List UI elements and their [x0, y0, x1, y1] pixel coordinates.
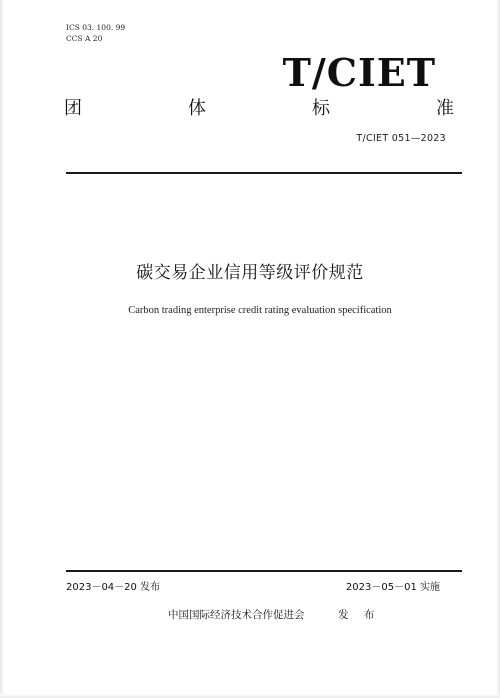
standard-type-label — [64, 94, 454, 120]
document-title-english: Carbon trading enterprise credit rating evaluation specification — [128, 305, 392, 316]
ics-code: ICS 03. 100. 99 — [66, 23, 126, 32]
standard-type-char: 准 — [436, 98, 454, 119]
bottom-divider — [66, 570, 462, 572]
standard-brand: T/CIET — [282, 50, 436, 95]
publish-label: 发 布 — [338, 609, 381, 621]
issue-date: 2023－04－20 发布 — [66, 582, 161, 593]
standard-type-char: 标 — [312, 98, 330, 119]
ccs-code: CCS A 20 — [66, 34, 103, 43]
standard-type-char: 团 — [64, 98, 82, 119]
top-divider — [66, 172, 462, 174]
standard-number: T/CIET 051—2023 — [356, 133, 446, 144]
classification-codes — [66, 22, 125, 44]
document-title-chinese: 碳交易企业信用等级评价规范 — [136, 263, 364, 283]
publisher-name: 中国国际经济技术合作促进会 — [168, 609, 305, 621]
page-edge-left — [0, 0, 4, 698]
standard-type-char: 体 — [188, 98, 206, 119]
page-edge-right — [496, 0, 500, 698]
effective-date: 2023－05－01 实施 — [345, 582, 440, 593]
page-edge-bottom — [0, 694, 500, 698]
